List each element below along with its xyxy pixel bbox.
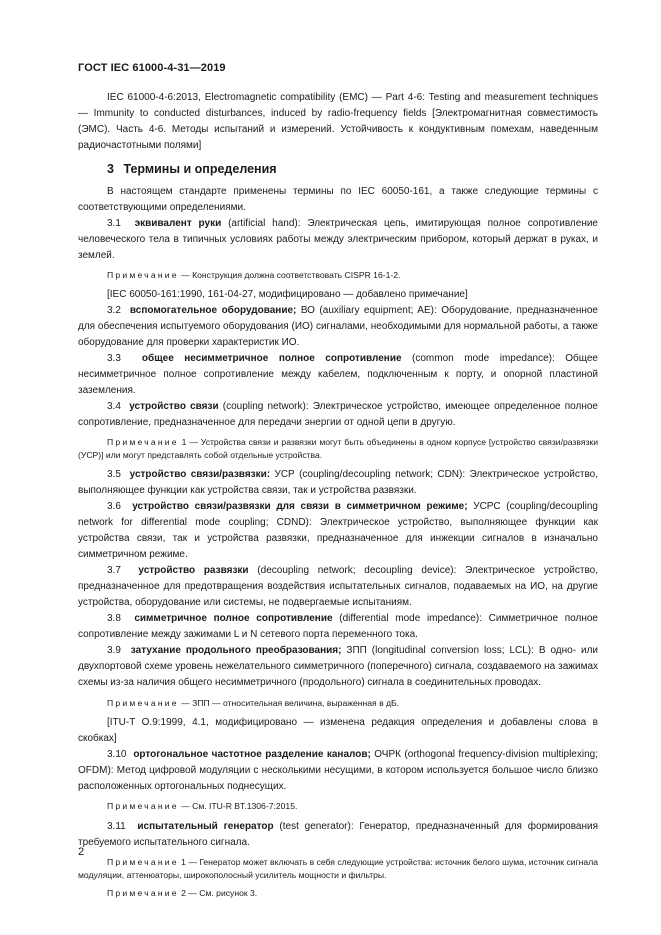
term-3-3: 3.3 общее несимметричное полное сопротивление (common mode impedance): Общее несимметричное полное сопротивление между кабелем, подключенным к порту, и опорной пластиной заземления. — [78, 353, 598, 396]
term-name: устройство связи/развязки для связи в симметричном режиме; — [132, 501, 468, 512]
note-3-10: Примечание — См. ITU-R BT.1306-7:2015. — [107, 801, 298, 811]
note-3-4: Примечание 1 — Устройства связи и развязки могут быть объединены в одном корпусе [устройство связи/развязки (УСР)] или могут представлять собой отдельные устройства. — [78, 437, 598, 460]
note-3-11-2: Примечание 2 — См. рисунок 3. — [107, 888, 258, 898]
term-name: устройство связи — [129, 401, 219, 412]
normative-reference — [78, 90, 598, 154]
term-3-5: 3.5 устройство связи/развязки: УСР (coupling/decoupling network; CDN): Электрическое устройство, выполняющее функции как устройства связи, так и устройства развязки. — [78, 469, 599, 496]
note-3-9: Примечание — ЗПП — относительная величина, выраженная в дБ. — [107, 698, 400, 708]
term-name: затухание продольного преобразования; — [130, 645, 342, 656]
term-3-4: 3.4 устройство связи (coupling network): Электрическое устройство, имеющее определенное полное сопротивление, предназначенное для передачи энергии от одной цепи в другую. — [78, 401, 598, 428]
term-3-7: 3.7 устройство развязки (decoupling network; decoupling device): Электрическое устройство, предназначенное для предотвращения воздействия испытательных сигналов, подаваемых на ИО, на другие устройства, оборудование или системы, не подвергаемые испытаниям. — [78, 565, 599, 608]
term-name: эквивалент руки — [134, 218, 222, 229]
term-3-9: 3.9 затухание продольного преобразования; ЗПП (longitudinal conversion loss; LCL): В одно- или двухпортовой схеме уровень нежелательного симметричного (поперечного) сигнала, создаваемого на зажимах схемы из-за наличия общего несимметричного (продольного) сигнала в соединительных проводах. — [78, 645, 599, 688]
term-name: ортогональное частотное разделение каналов; — [133, 749, 371, 760]
intro-paragraph: В настоящем стандарте применены термины по IEC 60050-161, а также следующие термины с соответствующими определениями. — [78, 186, 598, 213]
section-number: 3 — [107, 162, 114, 176]
term-3-2: 3.2 вспомогательное оборудование; ВО (auxiliary equipment; AE): Оборудование, предназначенное для обеспечения испытуемого оборудования (ИО) сигналами, необходимыми для нормальной работы, а также оборудование для проверки характеристик ИО. — [78, 305, 598, 348]
term-name: общее несимметричное полное сопротивление — [141, 353, 402, 364]
section-heading — [107, 162, 277, 176]
document-header: ГОСТ IEC 61000-4-31—2019 — [78, 62, 226, 74]
term-name: симметричное полное сопротивление — [134, 613, 333, 624]
section-body — [78, 184, 598, 900]
note-3-1: Примечание — Конструкция должна соответствовать CISPR 16-1-2. — [107, 270, 401, 280]
term-3-11: 3.11 испытательный генератор (test generator): Генератор, предназначенный для формирования требуемого испытательного сигнала. — [78, 821, 598, 848]
reference-text: IEC 61000-4-6:2013, Electromagnetic compatibility (EMC) — Part 4-6: Testing and measurement techniques — Immunity to conducted disturbances, induced by radio-frequency fields [Электромагнитная совместимость (ЭМС). Часть 4-6. Методы испытаний и измерений. Устойчивость к кондуктивным помехам, наведенным радиочастотными полями] — [78, 92, 598, 151]
page-number: 2 — [78, 846, 85, 858]
note-3-11-1: Примечание 1 — Генератор может включать в себя следующие устройства: источник белого шума, источник сигнала модуляции, аттенюаторы, широкополосный усилитель мощности и фильтры. — [78, 857, 598, 880]
term-3-6: 3.6 устройство связи/развязки для связи в симметричном режиме; УСРС (coupling/decoupling network for differential mode coupling; CDND): Электрическое устройство, выполняющее функции как устройства связи, так и устройства развязки, предназначенное для инжекции сигналов в изначально симметричном режиме. — [78, 501, 598, 560]
term-3-1: 3.1 эквивалент руки (artificial hand): Электрическая цепь, имитирующая полное сопротивление человеческого тела в типичных условиях работы между электрическим прибором, который держат в руках, и землей. — [78, 218, 598, 261]
term-name: испытательный генератор — [137, 821, 274, 832]
term-name: устройство связи/развязки: — [129, 469, 271, 480]
term-3-10: 3.10 ортогональное частотное разделение каналов; ОЧРК (orthogonal frequency-division multiplexing; OFDM): Метод цифровой модуляции с несколькими несущими, в котором используется большое число близко расположенных ортогональных поднесущих. — [78, 749, 598, 792]
term-name: устройство развязки — [138, 565, 249, 576]
source-3-9: [ITU-T O.9:1999, 4.1, модифицировано — изменена редакция определения и добавлены слова в скобках] — [78, 717, 598, 744]
source-3-1: [IEC 60050-161:1990, 161-04-27, модифицировано — добавлено примечание] — [107, 289, 468, 300]
term-3-8: 3.8 симметричное полное сопротивление (differential mode impedance): Симметричное полное сопротивление между зажимами L и N сетевого порта переменного тока. — [78, 613, 598, 640]
term-name: вспомогательное оборудование; — [129, 305, 297, 316]
section-title: Термины и определения — [123, 162, 277, 176]
